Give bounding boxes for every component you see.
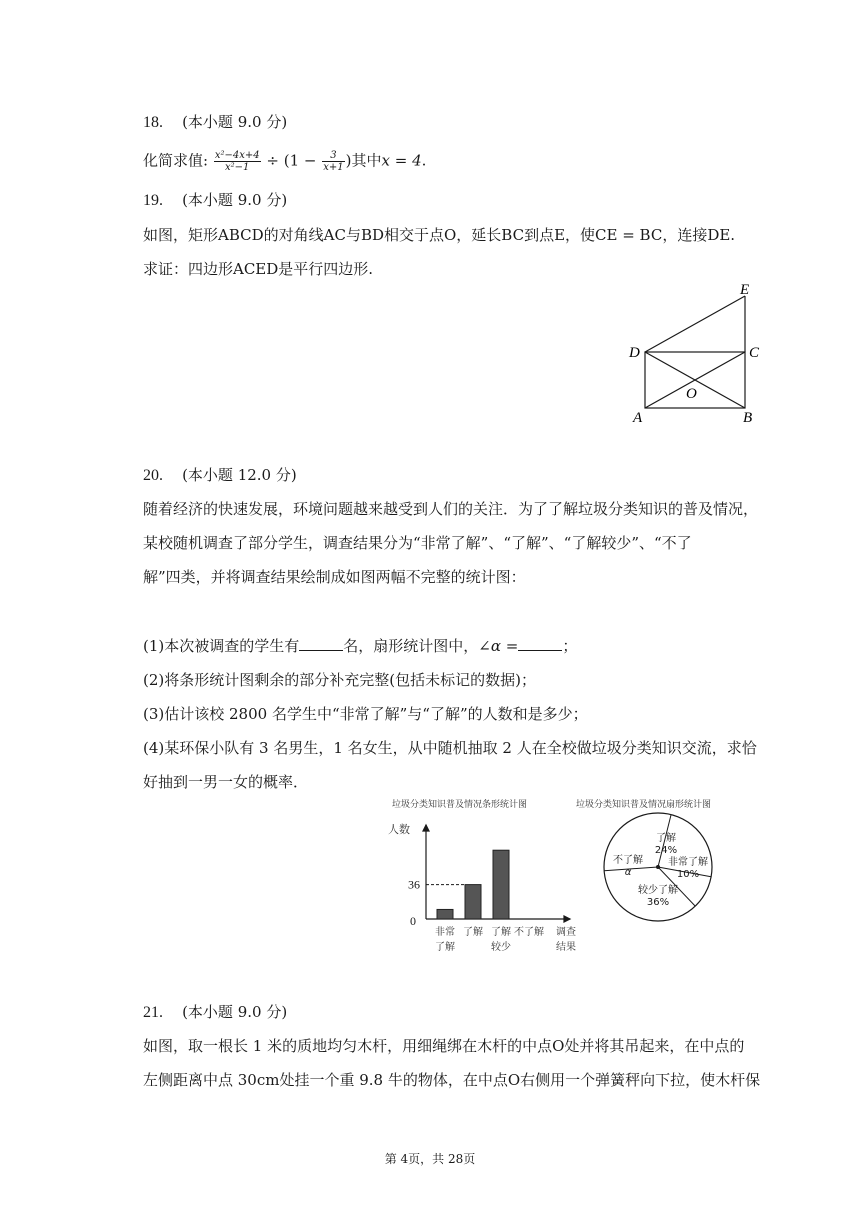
segment-de (645, 296, 745, 352)
q20-sub4b: 好抽到一男一女的概率． (143, 773, 309, 791)
answer-blank-count (299, 636, 343, 651)
q20-sub1-b: 名，扇形统计图中， (343, 637, 479, 655)
q20-header: (本小题 12.0 分) (182, 466, 297, 484)
q19-line2: 求证：四边形ACED是平行四边形. (143, 260, 374, 278)
q21-header: (本小题 9.0 分) (182, 1003, 288, 1021)
rectangle-figure (625, 280, 765, 430)
q20-title (143, 465, 297, 486)
y-axis-arrow (423, 825, 429, 831)
pie-slice-label: 非常了解 (668, 857, 708, 868)
q19-number: 19. (143, 192, 163, 209)
q18-fraction-2 (322, 150, 344, 173)
q21-number: 21. (143, 1004, 163, 1021)
answer-blank-angle (518, 636, 562, 651)
pie-slice-label: 不了解 (613, 855, 643, 866)
bar-category-label: 了解 (435, 942, 455, 953)
bar-category-label: 不了解 (514, 927, 544, 938)
q21-line1: 如图，取一根长 1 米的质地均匀木杆，用细绳绑在木杆的中点O处并将其吊起来，在中点的 (143, 1037, 745, 1055)
q19-title (143, 190, 287, 211)
q18-divide: ÷ (1 − (266, 151, 317, 170)
q18-condition: x = 4 (381, 151, 422, 170)
q18-frac2-den: x+1 (323, 162, 344, 173)
q18-fraction-1 (214, 150, 261, 173)
q18-frac1-num: x²−4x+4 (214, 150, 260, 161)
label-o: O (686, 386, 697, 402)
y-zero-label: 0 (410, 914, 416, 928)
q18-end: . (421, 151, 427, 170)
pie-slice-percent: 10% (676, 869, 700, 880)
q18-suffix: )其中 (345, 151, 382, 170)
q21-title (143, 1002, 287, 1023)
label-a: A (633, 410, 643, 426)
q18-header: (本小题 9.0 分) (182, 113, 288, 131)
q20-para1: 随着经济的快速发展，环境问题越来越受到人们的关注．为了了解垃圾分类知识的普及情况， (143, 500, 759, 518)
bar-2 (493, 850, 509, 919)
bar-0 (437, 909, 453, 919)
pie-slice-percent: 24% (654, 845, 678, 856)
bar-x-axis-label: 调查 (556, 927, 576, 938)
q20-sub4a: (4)某环保小队有 3 名男生，1 名女生，从中随机抽取 2 人在全校做垃圾分类知识交流，求恰 (143, 739, 757, 757)
q18-frac2-num: 3 (322, 150, 344, 162)
q20-sub3: (3)估计该校 2800 名学生中“非常了解”与“了解”的人数和是多少； (143, 705, 588, 723)
pie-chart (574, 795, 758, 925)
bar-1 (465, 885, 481, 919)
q19-line1: 如图，矩形ABCD的对角线AC与BD相交于点O，延长BC到点E，使CE = BC，连接DE. (143, 226, 736, 244)
q20-sub1-angle: ∠α = (478, 637, 519, 655)
y-tick-label: 36 (408, 877, 420, 892)
q20-number: 20. (143, 467, 163, 484)
pie-slice-label: 了解 (656, 833, 676, 844)
bar-x-axis-label: 结果 (556, 942, 576, 953)
q20-sub2: (2)将条形统计图剩余的部分补充完整(包括未标记的数据)； (143, 671, 536, 689)
pie-slice-label: 较少了解 (638, 885, 678, 896)
label-b: B (743, 410, 753, 426)
q20-sub1-d: ； (562, 637, 578, 655)
q18-prefix: 化简求值: (143, 151, 209, 170)
bar-category-label: 较少 (491, 942, 511, 953)
q20-para2: 某校随机调查了部分学生，调查结果分为“非常了解”、“了解”、“了解较少”、“不了 (143, 534, 692, 552)
bar-chart-ylabel: 人数 (388, 823, 410, 836)
bar-chart-title: 垃圾分类知识普及情况条形统计图 (392, 800, 528, 810)
page-footer: 第 4页，共 28页 (384, 1152, 476, 1166)
q18-expression (143, 150, 426, 173)
q20-sub1 (143, 636, 577, 656)
bar-category-label: 了解 (491, 927, 511, 938)
pie-slice-percent: 36% (646, 897, 670, 908)
pie-center-dot (656, 865, 660, 869)
q18-frac1-den: x²−1 (225, 162, 250, 173)
bar-category-label: 非常 (435, 927, 455, 938)
q20-para3: 解”四类，并将调查结果绘制成如图两幅不完整的统计图： (143, 568, 526, 586)
q18-title (143, 112, 287, 133)
bar-category-label: 了解 (463, 927, 483, 938)
pie-slice-percent: α (624, 867, 632, 878)
q18-number: 18. (143, 114, 163, 131)
q19-header: (本小题 9.0 分) (182, 191, 288, 209)
pie-chart-title: 垃圾分类知识普及情况扇形统计图 (576, 800, 712, 810)
x-axis-arrow (564, 916, 570, 922)
q20-sub1-a: (1)本次被调查的学生有 (143, 637, 300, 655)
label-e: E (740, 282, 750, 298)
label-c: C (749, 345, 760, 361)
label-d: D (629, 345, 640, 361)
bar-chart (380, 795, 580, 965)
q21-line2: 左侧距离中点 30cm处挂一个重 9.8 牛的物体，在中点O右侧用一个弹簧秤向下拉，使木杆保 (143, 1071, 761, 1089)
